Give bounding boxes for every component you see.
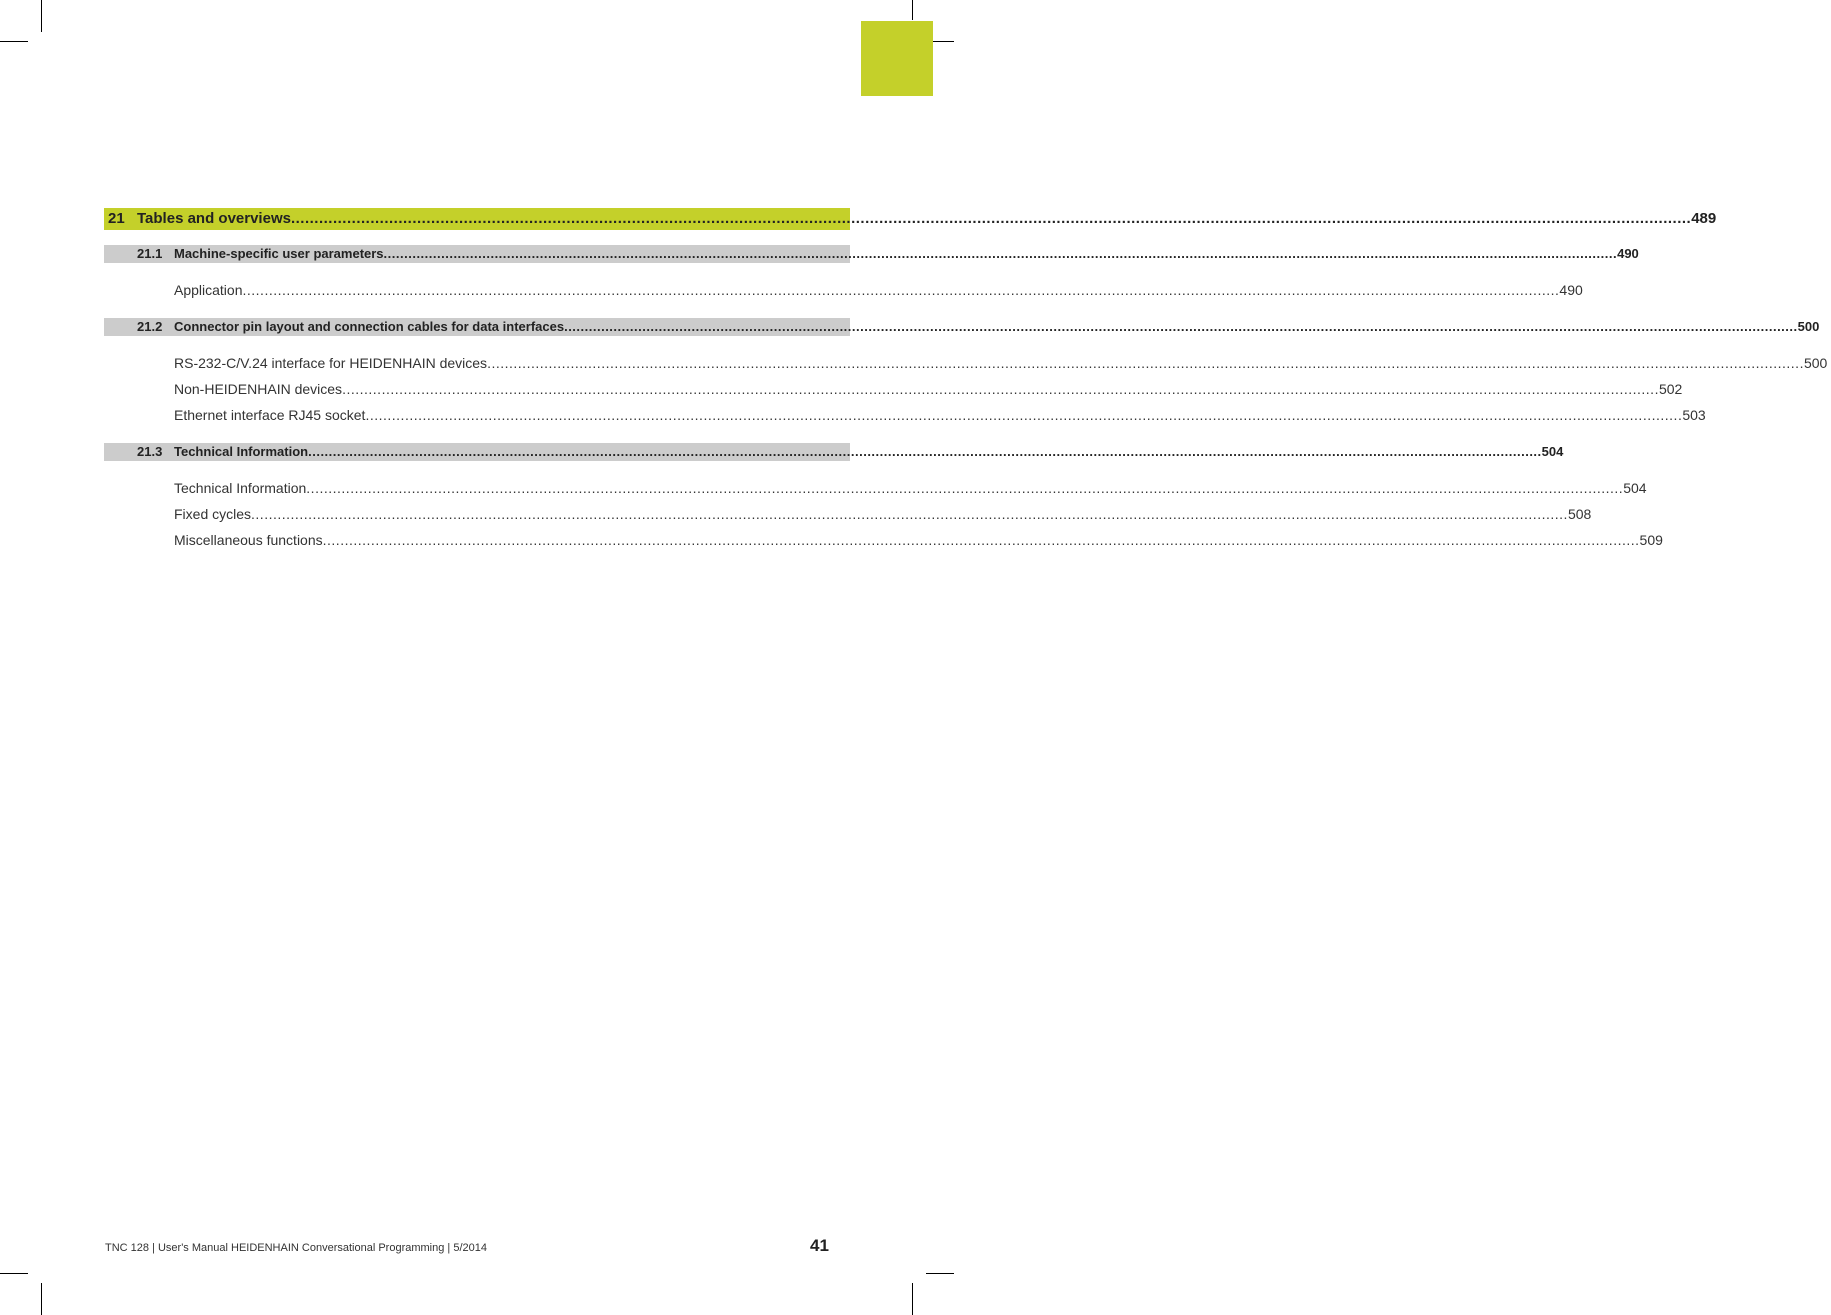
toc-section-row[interactable] xyxy=(104,443,1564,461)
chapter-tab-marker xyxy=(861,21,933,96)
toc-chapter-row[interactable] xyxy=(104,208,1717,230)
entry-page: 508 xyxy=(1567,506,1592,522)
leader-dots: ............................................................................................................................................................................................................................................................................................................ xyxy=(487,355,1804,371)
section-title: Technical Information xyxy=(174,444,309,459)
chapter-page: 489 xyxy=(1691,210,1717,227)
leader-dots: ............................................................................................................................................................................................................................................................................................................ xyxy=(308,444,1542,459)
toc-entry-row[interactable] xyxy=(174,280,1583,300)
entry-title: Ethernet interface RJ45 socket xyxy=(174,407,366,423)
crop-mark xyxy=(912,0,913,20)
leader-dots: ............................................................................................................................................................................................................................................................................................................ xyxy=(242,282,1560,298)
toc-section-row[interactable] xyxy=(104,318,1820,336)
crop-mark xyxy=(0,41,28,42)
section-number: 21.1 xyxy=(137,246,163,261)
toc-entry-row[interactable] xyxy=(174,478,1647,498)
entry-title: Technical Information xyxy=(174,480,307,496)
footer-text: TNC 128 | User's Manual HEIDENHAIN Conversational Programming | 5/2014 xyxy=(105,1242,487,1254)
section-page: 490 xyxy=(1617,246,1639,261)
toc-entry-row[interactable] xyxy=(174,405,1706,425)
section-title: Connector pin layout and connection cables for data interfaces xyxy=(174,319,565,334)
section-page: 500 xyxy=(1797,319,1820,334)
section-title: Machine-specific user parameters xyxy=(174,246,384,261)
leader-dots: ............................................................................................................................................................................................................................................................................................................ xyxy=(342,381,1659,397)
leader-dots: ............................................................................................................................................................................................................................................................................................................ xyxy=(290,210,1692,227)
entry-page: 500 xyxy=(1803,355,1828,371)
crop-mark xyxy=(912,1283,913,1315)
chapter-number: 21 xyxy=(108,210,125,227)
entry-title: RS-232-C/V.24 interface for HEIDENHAIN devices xyxy=(174,355,488,371)
crop-mark xyxy=(41,0,42,32)
entry-page: 509 xyxy=(1639,532,1663,548)
toc-section-row[interactable] xyxy=(104,245,1639,263)
section-page: 504 xyxy=(1541,444,1564,459)
entry-page: 490 xyxy=(1559,282,1583,298)
section-number: 21.3 xyxy=(137,444,163,459)
leader-dots: ............................................................................................................................................................................................................................................................................................................ xyxy=(306,480,1624,496)
toc-entry-row[interactable] xyxy=(174,379,1683,399)
leader-dots: ............................................................................................................................................................................................................................................................................................................ xyxy=(322,532,1640,548)
chapter-title: Tables and overviews xyxy=(137,210,291,227)
crop-mark xyxy=(926,1273,954,1274)
leader-dots: ............................................................................................................................................................................................................................................................................................................ xyxy=(251,506,1568,522)
toc-entry-row[interactable] xyxy=(174,530,1663,550)
entry-title: Application xyxy=(174,282,243,298)
leader-dots: ............................................................................................................................................................................................................................................................................................................ xyxy=(564,319,1798,334)
leader-dots: ............................................................................................................................................................................................................................................................................................................ xyxy=(383,246,1618,261)
entry-page: 504 xyxy=(1623,480,1647,496)
crop-mark xyxy=(41,1283,42,1315)
entry-title: Miscellaneous functions xyxy=(174,532,323,548)
section-number: 21.2 xyxy=(137,319,163,334)
crop-mark xyxy=(0,1273,28,1274)
entry-page: 502 xyxy=(1658,381,1683,397)
page-number: 41 xyxy=(810,1236,829,1255)
entry-title: Fixed cycles xyxy=(174,506,252,522)
entry-title: Non-HEIDENHAIN devices xyxy=(174,381,343,397)
leader-dots: ............................................................................................................................................................................................................................................................................................................ xyxy=(365,407,1683,423)
entry-page: 503 xyxy=(1682,407,1706,423)
toc-entry-row[interactable] xyxy=(174,353,1828,373)
toc-entry-row[interactable] xyxy=(174,504,1592,524)
